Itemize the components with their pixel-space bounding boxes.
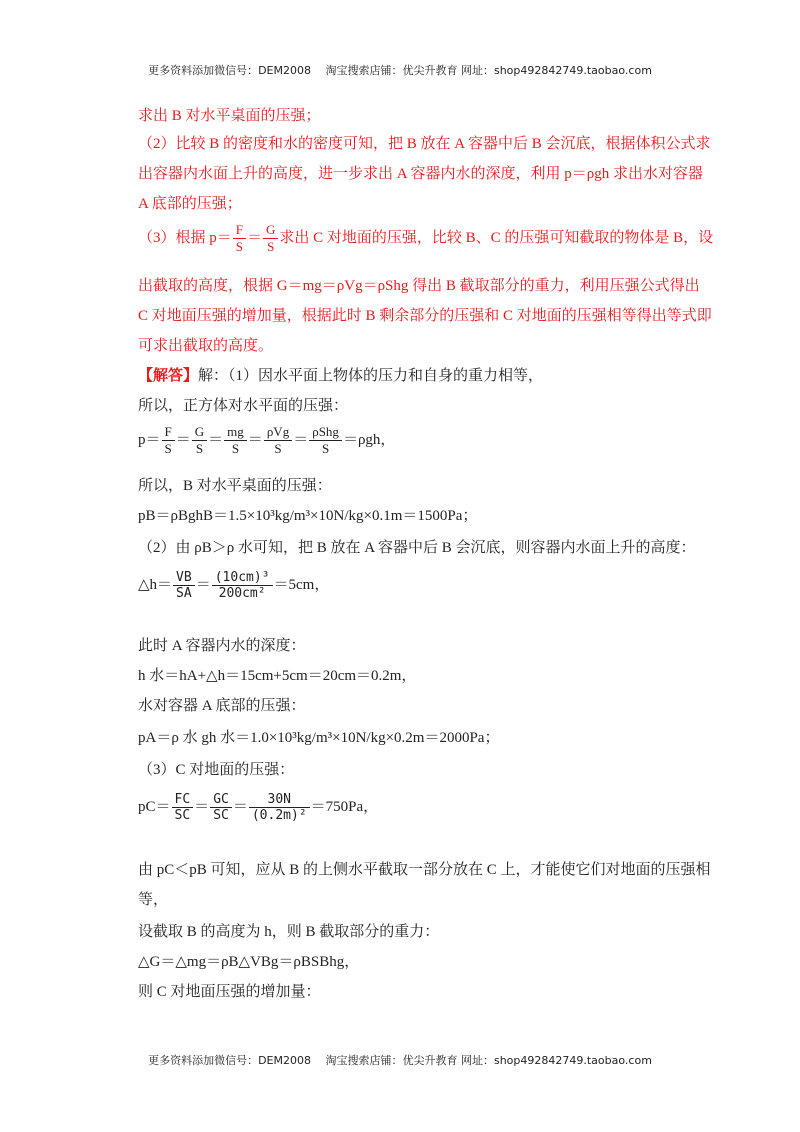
fraction-VB-SA: $\frac{VB}{SA}$ <box>173 570 195 601</box>
solution-line-6: 此时 A 容器内水的深度： <box>138 638 306 654</box>
fraction-F-S: $\frac{F}{S}$ <box>162 424 175 457</box>
solution-line-2: 所以，正方体对水平面的压强： <box>138 398 349 414</box>
formula-2: △h＝ $\frac{VB}{SA}$ ＝ $\frac{\text{(10cm)³}}{\text{200cm²}}$ ＝5cm， <box>138 570 330 601</box>
fraction-30N-area: $\frac{30N}{\text{(0.2m)²}}$ <box>249 792 310 823</box>
fraction-G-S: $\frac{G}{S}$ <box>263 222 278 255</box>
solution-line-15: 则 C 对地面压强的增加量： <box>138 984 321 1000</box>
analysis-line-3: 出容器内水面上升的高度，进一步求出 A 容器内水的深度，利用 p＝ρgh 求出水对容器 <box>138 166 703 182</box>
solution-line-3: 所以，B 对水平桌面的压强： <box>138 478 332 494</box>
analysis-line-8: 可求出截取的高度。 <box>138 338 274 354</box>
solution-line-4: pB＝ρBghB＝1.5×10³kg/m³×10N/kg×0.1m＝1500Pa； <box>138 508 478 524</box>
fraction-GC-SC: $\frac{GC}{SC}$ <box>210 792 232 823</box>
fraction-G-S: $\frac{G}{S}$ <box>192 424 207 457</box>
solution-line-5: （2）由 ρB＞ρ 水可知，把 B 放在 A 容器中后 B 会沉底，则容器内水面上升的高度： <box>138 540 696 556</box>
solution-line-1-text: 解：（1）因水平面上物体的压力和自身的重力相等， <box>198 368 544 384</box>
analysis-line-6: 出截取的高度，根据 G＝mg＝ρVg＝ρShg 得出 B 截取部分的重力，利用压强公式得出 <box>138 278 700 294</box>
page-footer: 更多资料添加微信号：DEM2008 淘宝搜索店铺：优尖升教育 网址：shop492842749.taobao.com <box>148 1054 652 1067</box>
fraction-mg-S: $\frac{mg}{S}$ <box>224 424 247 457</box>
solution-line-12: 等， <box>138 892 169 908</box>
analysis-line-7: C 对地面压强的增加量，根据此时 B 剩余部分的压强和 C 对地面的压强相等得出等式即 <box>138 308 712 324</box>
analysis-line-2: （2）比较 B 的密度和水的密度可知，把 B 放在 A 容器中后 B 会沉底，根据体积公式求 <box>138 136 711 152</box>
solution-line-10: （3）C 对地面的压强： <box>138 762 295 778</box>
solution-tag: 【解答】 <box>138 368 199 384</box>
solution-line-14: △G＝△mg＝ρB△VBg＝ρBSBhg， <box>138 954 360 970</box>
solution-line-13: 设截取 B 的高度为 h，则 B 截取部分的重力： <box>138 924 440 940</box>
solution-line-9: pA＝ρ 水 gh 水＝1.0×10³kg/m³×10N/kg×0.2m＝2000Pa； <box>138 730 500 746</box>
analysis-line-5: （3）根据 p＝ $\frac{F}{S}$ ＝ $\frac{G}{S}$ 求出 C 对地面的压强，比较 B、C 的压强可知截取的物体是 B，设 <box>138 222 714 254</box>
formula-3: pC＝ $\frac{FC}{SC}$ ＝ $\frac{GC}{SC}$ ＝ $\frac{30N}{\text{(0.2m)²}}$ ＝750Pa， <box>138 792 379 823</box>
page-header: 更多资料添加微信号：DEM2008 淘宝搜索店铺：优尖升教育 网址：shop492842749.taobao.com <box>148 64 652 77</box>
fraction-F-S: $\frac{F}{S}$ <box>233 222 246 255</box>
analysis-line-1: 求出 B 对水平桌面的压强； <box>138 108 321 124</box>
solution-line-7: h 水＝hA+△h＝15cm+5cm＝20cm＝0.2m， <box>138 668 417 684</box>
analysis-line-4: A 底部的压强； <box>138 196 242 212</box>
fraction-FC-SC: $\frac{FC}{SC}$ <box>172 792 194 823</box>
fraction-vol-area: $\frac{\text{(10cm)³}}{\text{200cm²}}$ <box>212 570 273 601</box>
solution-line-8: 水对容器 A 底部的压强： <box>138 698 306 714</box>
solution-line-1 <box>138 364 698 385</box>
solution-line-11: 由 pC＜pB 可知，应从 B 的上侧水平截取一部分放在 C 上，才能使它们对地面的压强相 <box>138 862 711 878</box>
formula-1: p＝ $\frac{F}{S}$ ＝ $\frac{G}{S}$ ＝ $\frac{mg}{S}$ ＝ $\frac{\text{ρVg}}{S}$ ＝ $\frac{\text{ρShg}}{S}$ ＝ρgh， <box>138 424 396 456</box>
fraction-rhoVg-S: $\frac{\text{ρVg}}{S}$ <box>264 424 292 457</box>
analysis-line-5-post: 求出 C 对地面的压强，比较 B、C 的压强可知截取的物体是 B，设 <box>279 229 714 246</box>
analysis-line-5-pre: （3）根据 p＝ <box>138 229 232 246</box>
fraction-rhoShg-S: $\frac{\text{ρShg}}{S}$ <box>309 424 342 457</box>
